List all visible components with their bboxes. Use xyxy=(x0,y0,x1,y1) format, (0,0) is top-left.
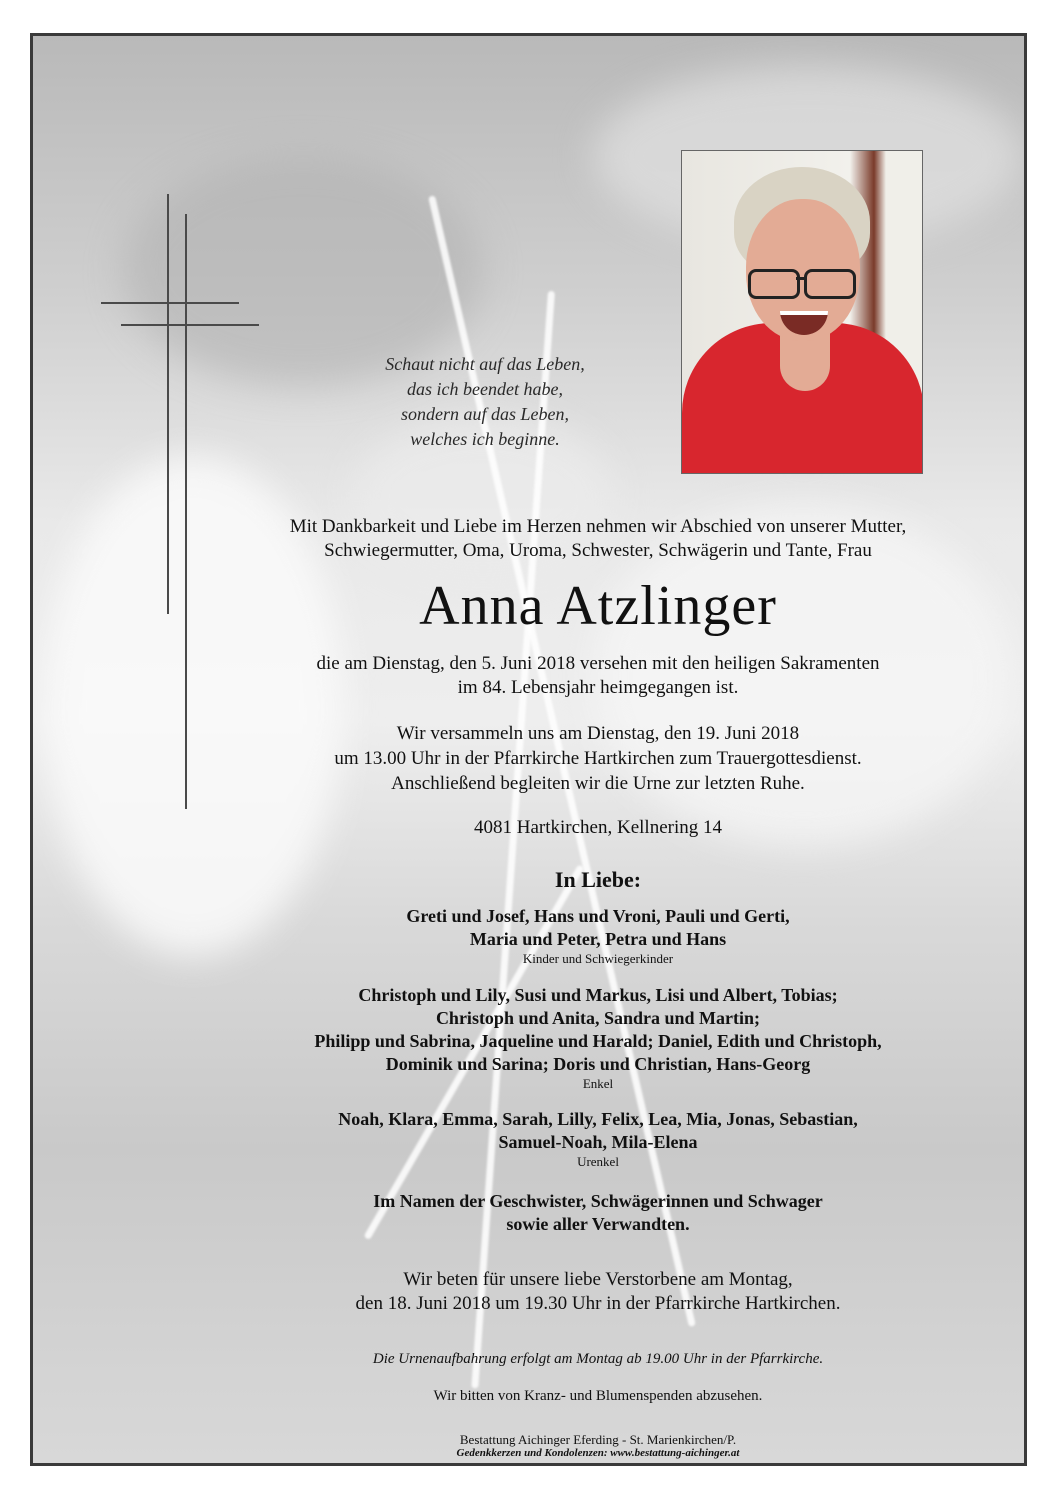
undertaker-name: Bestattung Aichinger Eferding - St. Marienkirchen/P. xyxy=(459,1432,737,1447)
portrait-photo xyxy=(681,150,923,474)
glasses-icon xyxy=(748,269,800,299)
mourner-names: Im Namen der Geschwister, Schwägerinnen und Schwager xyxy=(373,1191,823,1211)
prayer-line: Wir beten für unsere liebe Verstorbene am Montag, xyxy=(403,1269,793,1290)
motto-quote xyxy=(335,352,635,452)
glasses-icon xyxy=(804,269,856,299)
motto-line: Schaut nicht auf das Leben, xyxy=(385,354,585,374)
mourner-role: Urenkel xyxy=(577,1154,619,1169)
mourner-names: Christoph und Anita, Sandra und Martin; xyxy=(435,1008,761,1028)
service-line: um 13.00 Uhr in der Pfarrkirche Hartkirchen zum Trauergottesdienst. xyxy=(334,748,862,769)
death-line: die am Dienstag, den 5. Juni 2018 versehen mit den heiligen Sakramenten xyxy=(316,653,880,674)
mourner-role: Enkel xyxy=(582,1076,614,1091)
urn-note: Die Urnenaufbahrung erfolgt am Montag ab 19.00 Uhr in der Pfarrkirche. xyxy=(372,1351,824,1367)
mourner-names: Noah, Klara, Emma, Sarah, Lilly, Felix, Lea, Mia, Jonas, Sebastian, xyxy=(338,1109,858,1129)
condolence-website[interactable]: Gedenkkerzen und Kondolenzen: www.bestattung-aichinger.at xyxy=(456,1447,740,1459)
motto-line: sondern auf das Leben, xyxy=(401,404,569,424)
mourner-group-enkel xyxy=(228,984,968,1092)
death-line: im 84. Lebensjahr heimgegangen ist. xyxy=(457,677,739,698)
mourner-group-kinder xyxy=(228,905,968,967)
intro-text xyxy=(228,515,968,563)
mourner-group-urenkel xyxy=(228,1108,968,1170)
cross-icon xyxy=(167,194,169,614)
obituary-card xyxy=(30,33,1027,1466)
deceased-name: Anna Atzlinger xyxy=(419,575,777,637)
prayer-line: den 18. Juni 2018 um 19.30 Uhr in der Pfarrkirche Hartkirchen. xyxy=(355,1293,841,1314)
motto-line: das ich beendet habe, xyxy=(407,379,563,399)
service-line: Wir versammeln uns am Dienstag, den 19. Juni 2018 xyxy=(396,723,800,744)
motto-line: welches ich beginne. xyxy=(410,429,560,449)
service-info xyxy=(228,721,968,796)
in-liebe-heading: In Liebe: xyxy=(554,867,642,892)
prayer-notice xyxy=(228,1268,968,1316)
service-line: Anschließend begleiten wir die Urne zur letzten Ruhe. xyxy=(391,773,805,794)
mourner-names: Dominik und Sarina; Doris und Christian, Hans-Georg xyxy=(385,1054,811,1074)
mourner-names: sowie aller Verwandten. xyxy=(506,1214,690,1234)
flowers-note: Wir bitten von Kranz- und Blumenspenden abzusehen. xyxy=(433,1388,763,1404)
intro-line: Schwiegermutter, Oma, Uroma, Schwester, Schwägerin und Tante, Frau xyxy=(324,540,872,561)
address: 4081 Hartkirchen, Kellnering 14 xyxy=(474,817,722,838)
cross-icon xyxy=(121,324,259,326)
mourner-group-geschwister xyxy=(228,1190,968,1236)
cross-icon xyxy=(101,302,239,304)
intro-line: Mit Dankbarkeit und Liebe im Herzen nehmen wir Abschied von unserer Mutter, xyxy=(289,516,907,537)
glasses-bridge xyxy=(796,277,806,280)
mourner-names: Greti und Josef, Hans und Vroni, Pauli und Gerti, xyxy=(406,906,790,926)
mourner-names: Philipp und Sabrina, Jaqueline und Harald; Daniel, Edith und Christoph, xyxy=(314,1031,882,1051)
death-notice xyxy=(228,652,968,700)
mourner-role: Kinder und Schwiegerkinder xyxy=(522,951,674,966)
mourner-names: Maria und Peter, Petra und Hans xyxy=(469,929,727,949)
mourner-names: Samuel-Noah, Mila-Elena xyxy=(498,1132,698,1152)
mourner-names: Christoph und Lily, Susi und Markus, Lisi und Albert, Tobias; xyxy=(358,985,838,1005)
